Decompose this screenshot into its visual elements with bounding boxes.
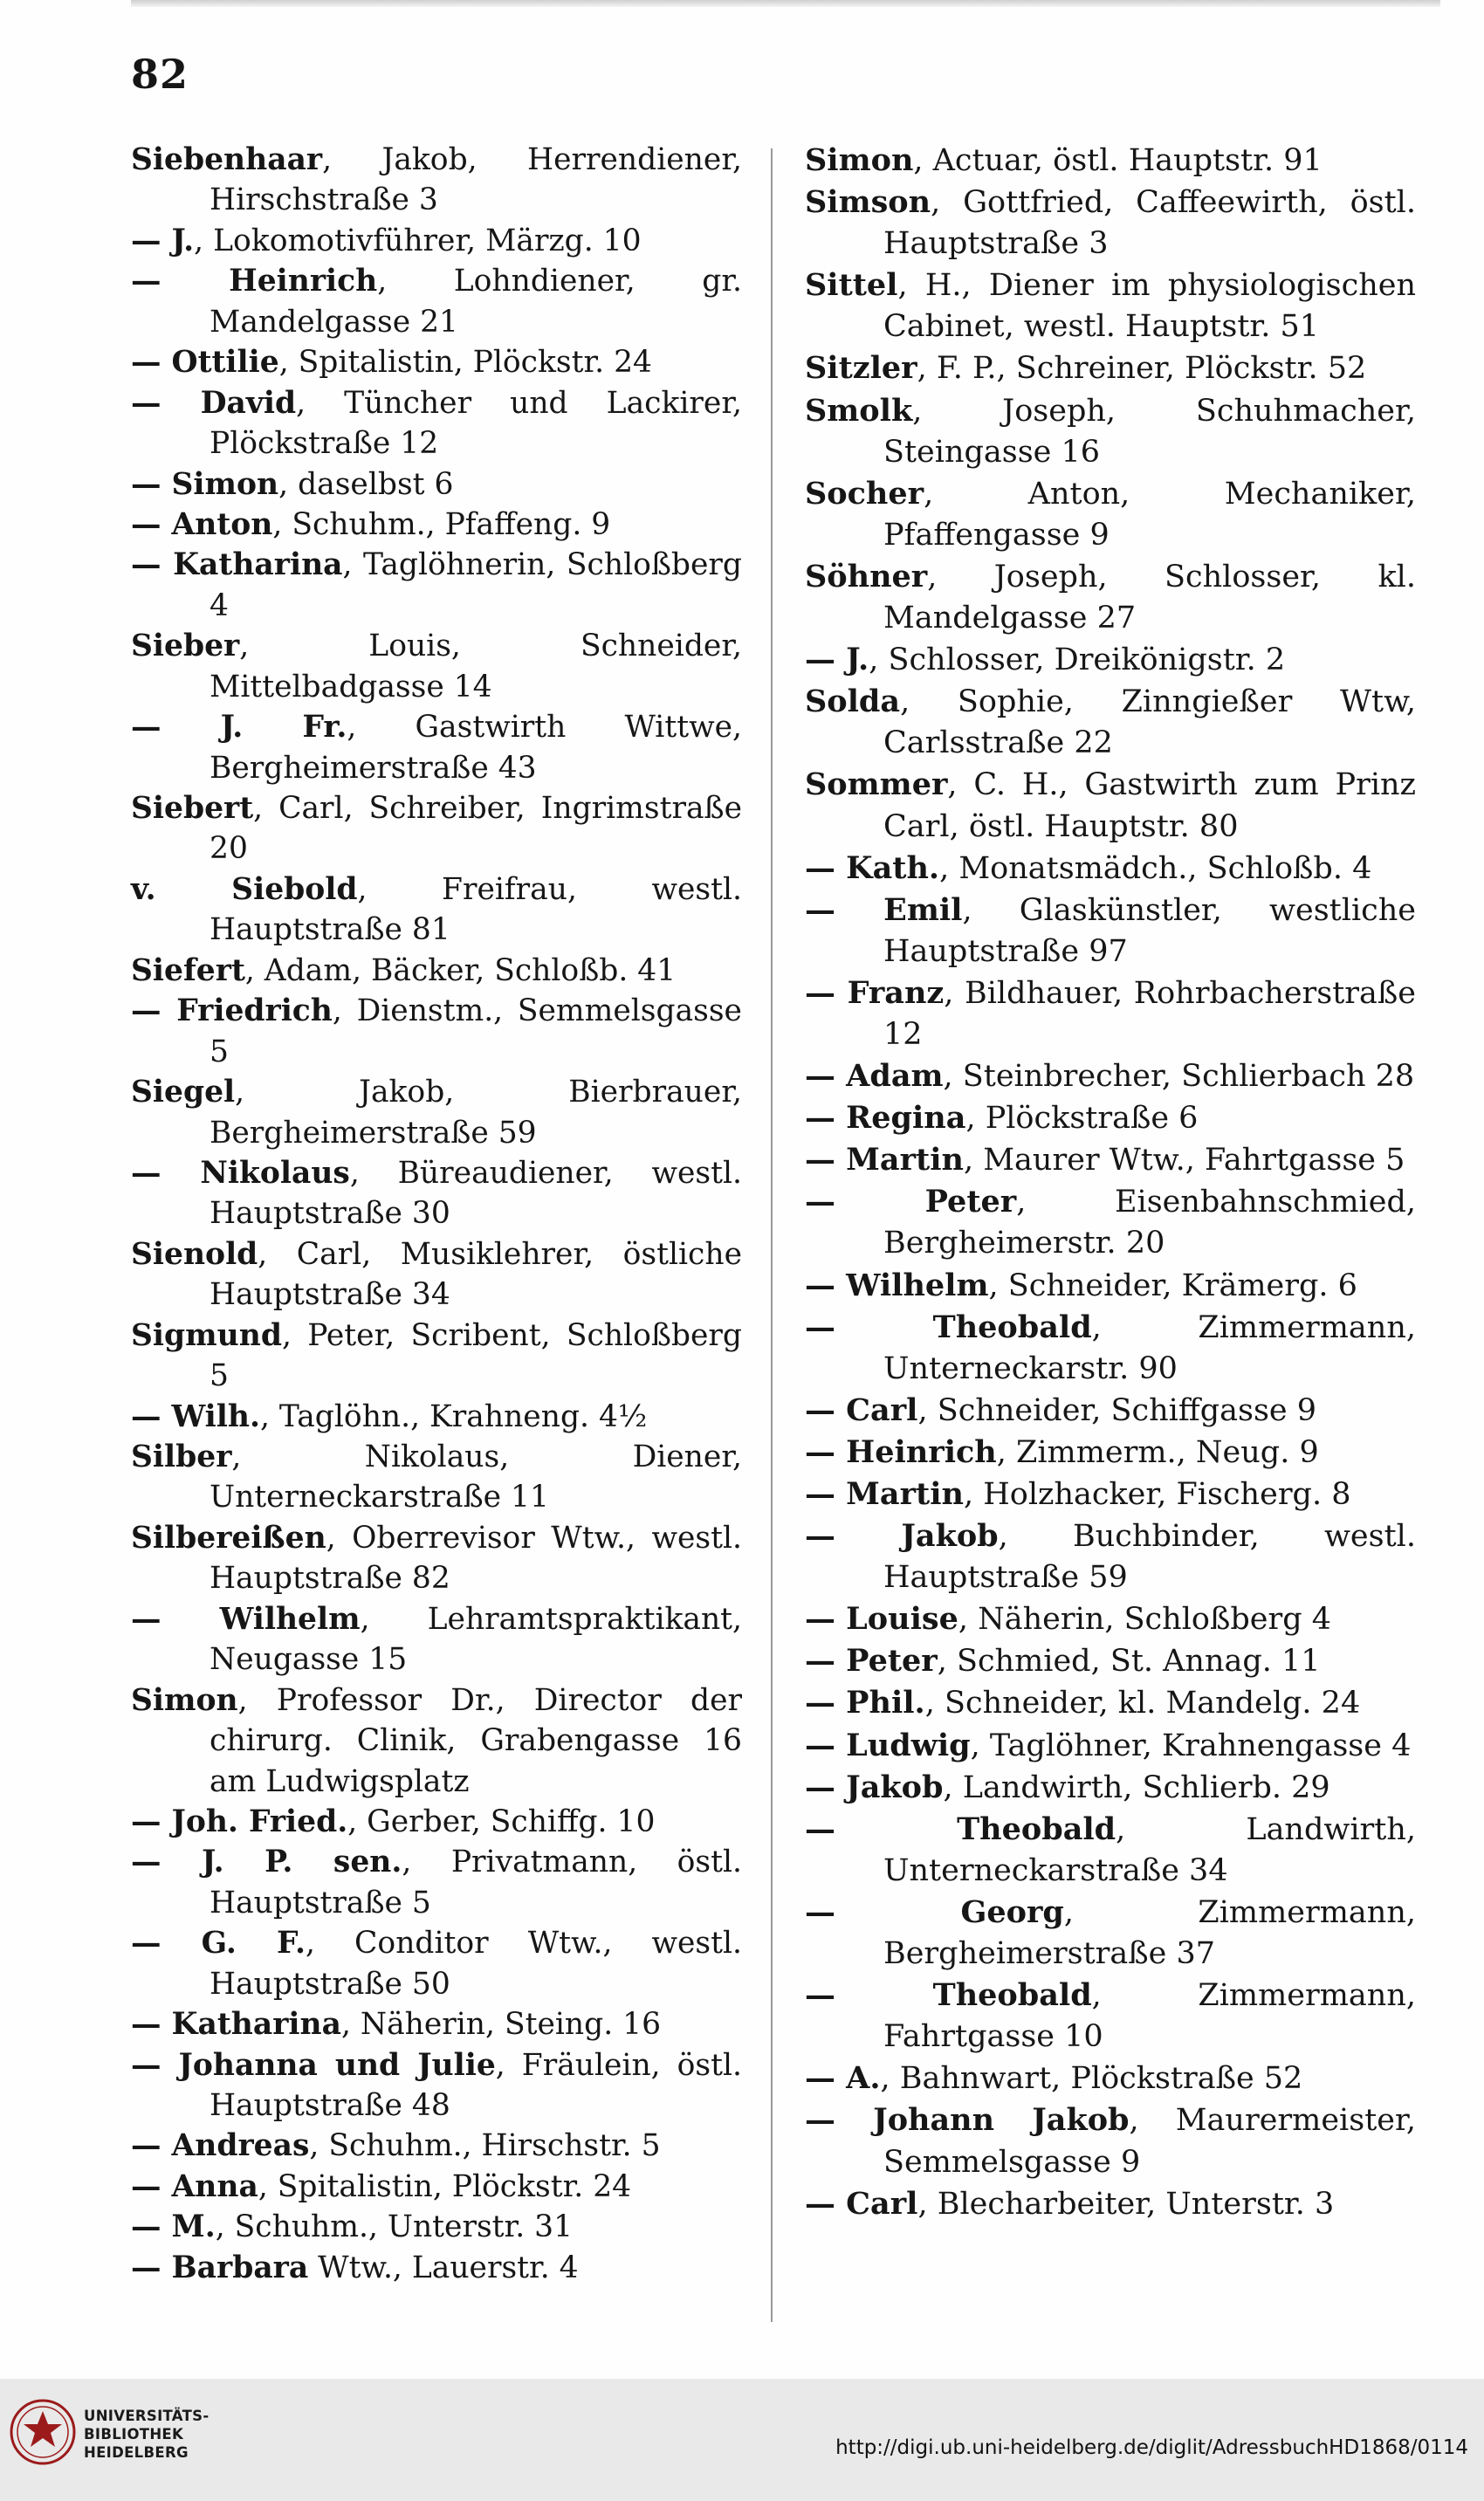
entry-name: — Louise	[805, 1601, 958, 1638]
entry-name: — Carl	[805, 1391, 918, 1428]
entry-details: , Schneider, kl. Mandelg. 24	[924, 1686, 1361, 1721]
entry-details: , Schuhm., Pfaffeng. 9	[272, 506, 611, 542]
entry-name: Solda	[805, 684, 901, 720]
directory-entry	[805, 1474, 1416, 1515]
entry-name: Siefert	[131, 952, 245, 988]
scan-top-edge	[131, 0, 1440, 7]
directory-entry	[131, 140, 742, 221]
entry-name: Simson	[805, 184, 931, 221]
entry-details: , Carl, Musiklehrer, östliche Hauptstraße 34	[210, 1236, 742, 1313]
entry-details: , Conditor Wtw., westl. Hauptstraße 50	[210, 1926, 742, 2002]
directory-entry	[805, 2058, 1416, 2099]
directory-entry	[131, 1234, 742, 1316]
entry-name: — Peter	[805, 1184, 1017, 1220]
directory-entry	[805, 140, 1416, 182]
directory-entry	[131, 1437, 742, 1518]
entry-name: — Katharina	[131, 2007, 341, 2043]
entry-name: — Johann Jakob	[805, 2102, 1130, 2139]
entry-details: , Steinbrecher, Schlierbach 28	[943, 1059, 1415, 1095]
directory-entry	[131, 2004, 742, 2044]
entry-details: , Plöckstraße 6	[965, 1101, 1199, 1137]
entry-name: — Andreas	[131, 2128, 310, 2164]
entry-name: — Kath.	[805, 849, 940, 886]
directory-entry	[805, 1515, 1416, 1598]
entry-details: , Nikolaus, Diener, Unterneckarstraße 11	[210, 1439, 742, 1515]
directory-entry	[805, 1432, 1416, 1474]
entry-name: — Theobald	[805, 1309, 1092, 1345]
entry-name: — Phil.	[805, 1685, 925, 1721]
entry-details: , Bildhauer, Rohrbacherstraße 12	[883, 975, 1416, 1052]
entry-details: , Gastwirth Wittwe, Bergheimerstraße 43	[210, 710, 742, 786]
entry-details: , Sophie, Zinngießer Wtw, Carlsstraße 22	[883, 684, 1416, 761]
entry-name: Siegel	[131, 1075, 236, 1110]
entry-name: Smolk	[805, 392, 913, 429]
entry-name: — Adam	[805, 1058, 944, 1095]
entry-details: , Schlosser, Dreikönigstr. 2	[869, 642, 1286, 678]
entry-name: — Carl	[805, 2185, 918, 2222]
entry-details: , Fräulein, östl. Hauptstraße 48	[210, 2047, 742, 2123]
directory-entry	[131, 383, 742, 464]
university-seal-icon	[9, 2398, 77, 2466]
entry-name: — David	[131, 385, 297, 421]
entry-details: , Lohndiener, gr. Mandelgasse 21	[210, 264, 742, 340]
entry-name: — J. P. sen.	[131, 1845, 402, 1880]
directory-entry	[131, 2167, 742, 2207]
directory-entry	[131, 1842, 742, 1923]
entry-details: , Schuhm., Hirschstr. 5	[309, 2128, 661, 2164]
directory-entry	[131, 2248, 742, 2288]
directory-entry	[805, 972, 1416, 1055]
directory-entry	[131, 1802, 742, 1842]
entry-details: , Glaskünstler, westliche Hauptstraße 97	[883, 892, 1416, 969]
entry-details: Wtw., Lauerstr. 4	[308, 2250, 579, 2285]
directory-entry	[805, 1975, 1416, 2058]
entry-details: , Taglöhnerin, Schloßberg 4	[210, 547, 742, 623]
entry-name: Sienold	[131, 1236, 258, 1272]
entry-name: Söhner	[805, 558, 928, 594]
directory-entry	[805, 1598, 1416, 1640]
directory-entry	[805, 848, 1416, 890]
entry-details: , Freifrau, westl. Hauptstraße 81	[210, 871, 742, 948]
directory-entry	[131, 1599, 742, 1680]
entry-name: Socher	[805, 475, 924, 512]
entry-name: — Franz	[805, 974, 945, 1011]
entry-name: — Jakob	[805, 1769, 944, 1805]
entry-details: , Maurermeister, Semmelsgasse 9	[883, 2103, 1416, 2180]
directory-entry	[131, 1923, 742, 2004]
entry-details: , Spitalistin, Plöckstr. 24	[258, 2168, 632, 2204]
entry-name: Siebert	[131, 791, 254, 826]
directory-entry	[805, 1390, 1416, 1432]
entry-name: — Heinrich	[131, 264, 378, 299]
entry-name: — Wilhelm	[131, 1601, 361, 1637]
entry-name: — Wilhelm	[805, 1267, 989, 1303]
entry-name: — Anton	[131, 506, 273, 542]
entry-name: v. Siebold	[131, 871, 358, 907]
entry-name: — Katharina	[131, 547, 343, 583]
entry-name: — Joh. Fried.	[131, 1804, 348, 1839]
entry-details: , Gottfried, Caffeewirth, östl. Hauptstraße 3	[883, 185, 1416, 262]
entry-details: , Adam, Bäcker, Schloßb. 41	[244, 952, 677, 988]
entry-details: , Zimmermann, Bergheimerstraße 37	[883, 1894, 1416, 1972]
entry-name: — Nikolaus	[131, 1155, 350, 1191]
entry-details: , Maurer Wtw., Fahrtgasse 5	[963, 1143, 1405, 1178]
entry-details: , Monatsmädch., Schloßb. 4	[939, 850, 1372, 886]
directory-entry	[131, 2207, 742, 2247]
entry-details: , Tüncher und Lackirer, Plöckstraße 12	[210, 385, 742, 462]
library-name: UNIVERSITÄTS- BIBLIOTHEK HEIDELBERG	[84, 2408, 210, 2461]
entry-name: Siebenhaar	[131, 142, 323, 177]
directory-entry	[805, 1640, 1416, 1682]
entry-name: Sitzler	[805, 350, 917, 387]
entry-details: , Taglöhner, Krahnengasse 4	[970, 1728, 1412, 1763]
right-column	[805, 140, 1416, 2225]
entry-details: , Eisenbahnschmied, Bergheimerstr. 20	[883, 1185, 1416, 1261]
entry-details: , Taglöhn., Krahneng. 4½	[259, 1398, 648, 1434]
directory-entry	[805, 639, 1416, 681]
entry-details: , Schuhm., Unterstr. 31	[215, 2209, 574, 2245]
entry-name: — M.	[131, 2209, 216, 2245]
directory-entry	[805, 1682, 1416, 1724]
entry-details: , Zimmerm., Neug. 9	[996, 1434, 1319, 1470]
entry-details: , Jakob, Bierbrauer, Bergheimerstraße 59	[210, 1075, 742, 1151]
entry-details: , Zimmermann, Unterneckarstr. 90	[883, 1309, 1416, 1386]
entry-name: — Martin	[805, 1476, 964, 1512]
directory-entry	[131, 1397, 742, 1437]
directory-entry	[131, 261, 742, 342]
entry-name: — A.	[805, 2060, 881, 2097]
entry-details: , F. P., Schreiner, Plöckstr. 52	[917, 351, 1367, 387]
directory-entry	[131, 1518, 742, 1599]
directory-entry	[805, 1767, 1416, 1809]
entry-name: — Georg	[805, 1893, 1064, 1930]
entry-details: , Jakob, Herrendiener, Hirschstraße 3	[210, 142, 742, 218]
directory-entry	[805, 681, 1416, 764]
entry-details: , Anton, Mechaniker, Pfaffengasse 9	[883, 476, 1416, 553]
directory-entry	[131, 626, 742, 707]
entry-name: — Johanna und Julie	[131, 2047, 496, 2083]
entry-details: , H., Diener im physiologischen Cabinet, westl. Hauptstr. 51	[883, 268, 1416, 345]
entry-details: , Louis, Schneider, Mittelbadgasse 14	[210, 629, 742, 704]
entry-name: — Martin	[805, 1142, 964, 1178]
entry-details: , daselbst 6	[278, 466, 454, 502]
directory-entry	[805, 1055, 1416, 1097]
entry-name: — J. Fr.	[131, 710, 347, 745]
directory-entry	[131, 707, 742, 788]
directory-entry	[131, 545, 742, 626]
directory-entry	[805, 1097, 1416, 1139]
directory-entry	[805, 473, 1416, 556]
directory-entry	[805, 265, 1416, 347]
directory-entry	[131, 788, 742, 869]
entry-name: Sittel	[805, 267, 898, 304]
entry-name: — Ottilie	[131, 345, 279, 381]
entry-name: Sigmund	[131, 1317, 282, 1353]
column-divider	[771, 148, 773, 2322]
source-url-link[interactable]: http://digi.ub.uni-heidelberg.de/diglit/AdressbuchHD1868/0114	[835, 2436, 1468, 2459]
directory-entry	[805, 1307, 1416, 1390]
entry-details: , Dienstm., Semmelsgasse 5	[210, 993, 742, 1069]
entry-name: — G. F.	[131, 1926, 306, 1962]
entry-details: , C. H., Gastwirth zum Prinz Carl, östl. Hauptstr. 80	[883, 767, 1416, 844]
directory-entry	[131, 1153, 742, 1234]
directory-entry	[805, 1265, 1416, 1307]
entry-details: , Lokomotivführer, Märzg. 10	[194, 223, 642, 258]
entry-details: , Lehramtspraktikant, Neugasse 15	[210, 1601, 742, 1678]
entry-details: , Gerber, Schiffg. 10	[347, 1804, 656, 1839]
entry-name: — J.	[131, 223, 195, 258]
directory-entry	[805, 1181, 1416, 1264]
directory-entry	[805, 556, 1416, 639]
directory-entry	[131, 464, 742, 505]
page-number: 82	[131, 51, 189, 98]
entry-details: , Privatmann, östl. Hauptstraße 5	[210, 1845, 742, 1920]
directory-entry	[805, 2183, 1416, 2225]
entry-name: — Simon	[131, 466, 279, 502]
entry-details: , Blecharbeiter, Unterstr. 3	[917, 2186, 1335, 2222]
directory-entry	[805, 890, 1416, 972]
directory-entry	[805, 1139, 1416, 1181]
footer-bar	[0, 2379, 1484, 2501]
entry-details: , Carl, Schreiber, Ingrimstraße 20	[210, 791, 742, 867]
entry-name: — Heinrich	[805, 1433, 997, 1470]
entry-name: — Regina	[805, 1100, 966, 1137]
entry-details: , Büreaudiener, westl. Hauptstraße 30	[210, 1155, 742, 1232]
entry-details: , Joseph, Schlosser, kl. Mandelgasse 27	[883, 559, 1416, 636]
entry-details: , Näherin, Schloßberg 4	[958, 1602, 1331, 1638]
entry-details: , Actuar, östl. Hauptstr. 91	[913, 143, 1323, 178]
entry-details: , Joseph, Schuhmacher, Steingasse 16	[883, 393, 1416, 470]
entry-details: , Buchbinder, westl. Hauptstraße 59	[883, 1519, 1416, 1596]
entry-name: — J.	[805, 642, 869, 678]
entry-details: , Schmied, St. Annag. 11	[937, 1644, 1321, 1680]
left-column	[131, 140, 742, 2288]
entry-name: — Theobald	[805, 1977, 1092, 2014]
directory-entry	[131, 951, 742, 991]
entry-name: Simon	[131, 1682, 238, 1718]
directory-entry	[805, 390, 1416, 473]
entry-name: — Barbara	[131, 2250, 309, 2285]
entry-details: , Oberrevisor Wtw., westl. Hauptstraße 82	[210, 1520, 742, 1597]
entry-name: — Ludwig	[805, 1727, 971, 1763]
entry-details: , Peter, Scribent, Schloßberg 5	[210, 1317, 742, 1394]
directory-entry	[131, 991, 742, 1072]
entry-name: Sieber	[131, 629, 240, 664]
directory-entry	[131, 342, 742, 382]
entry-details: , Zimmermann, Fahrtgasse 10	[883, 1978, 1416, 2055]
entry-name: — Theobald	[805, 1810, 1116, 1847]
directory-entry	[805, 764, 1416, 847]
directory-entry	[805, 1892, 1416, 1975]
directory-entry	[805, 182, 1416, 265]
directory-entry	[805, 347, 1416, 389]
entry-details: , Landwirth, Schlierb. 29	[943, 1769, 1330, 1805]
entry-name: — Anna	[131, 2168, 258, 2204]
entry-details: , Holzhacker, Fischerg. 8	[963, 1477, 1351, 1512]
directory-entry	[131, 505, 742, 545]
entry-name: Silber	[131, 1439, 232, 1474]
entry-details: , Schneider, Krämerg. 6	[988, 1268, 1357, 1303]
entry-details: , Landwirth, Unterneckarstraße 34	[883, 1811, 1416, 1888]
entry-name: — Peter	[805, 1643, 938, 1680]
entry-details: , Professor Dr., Director der chirurg. Clinik, Grabengasse 16 am Ludwigsplatz	[210, 1682, 742, 1799]
directory-entry	[131, 2126, 742, 2166]
entry-name: — Emil	[805, 891, 963, 928]
directory-entry	[131, 869, 742, 951]
entry-name: Simon	[805, 142, 914, 178]
directory-entry	[131, 1680, 742, 1802]
directory-entry	[131, 1072, 742, 1153]
entry-name: — Friedrich	[131, 993, 333, 1029]
directory-entry	[805, 1725, 1416, 1767]
entry-details: , Schneider, Schiffgasse 9	[917, 1392, 1317, 1428]
entry-name: Sommer	[805, 766, 948, 803]
directory-entry	[131, 1316, 742, 1397]
directory-entry	[131, 2045, 742, 2127]
entry-name: Silbereißen	[131, 1520, 326, 1556]
directory-entry	[131, 221, 742, 261]
directory-entry	[805, 1809, 1416, 1892]
entry-details: , Bahnwart, Plöckstraße 52	[880, 2061, 1303, 2097]
entry-details: , Spitalistin, Plöckstr. 24	[278, 345, 653, 381]
entry-details: , Näherin, Steing. 16	[340, 2007, 662, 2043]
entry-name: — Wilh.	[131, 1398, 260, 1434]
directory-entry	[805, 2099, 1416, 2182]
entry-name: — Jakob	[805, 1518, 999, 1555]
